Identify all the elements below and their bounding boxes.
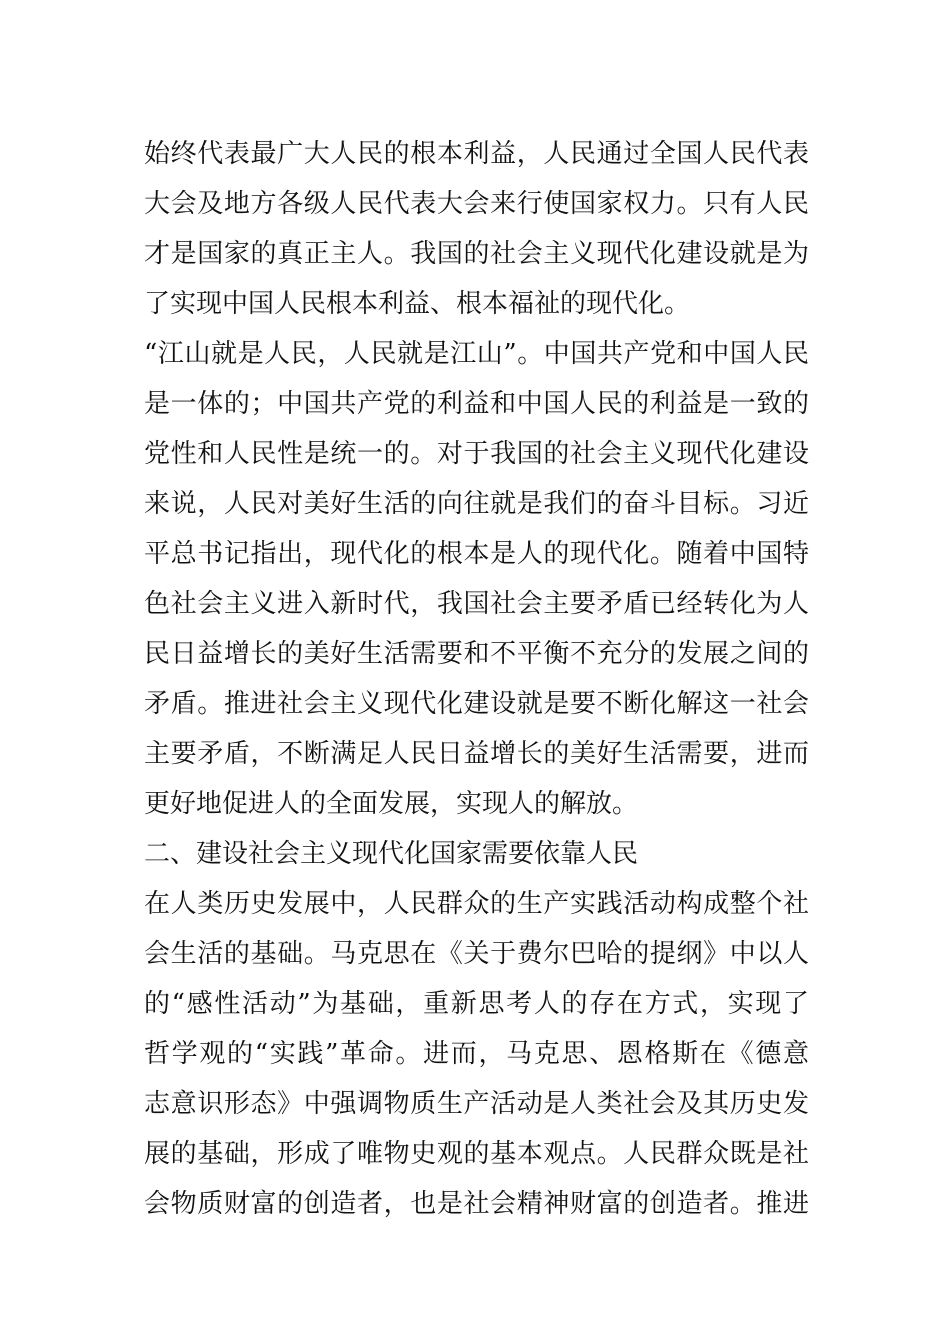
text-line-19: 哲学观的“实践”革命。进而，马克思、恩格斯在《德意 bbox=[144, 1039, 809, 1069]
text-line-6: 是一体的；中国共产党的利益和中国人民的利益是一致的 bbox=[144, 389, 809, 419]
text-line-2: 大会及地方各级人民代表大会来行使国家权力。只有人民 bbox=[144, 189, 809, 219]
text-line-5: “江山就是人民，人民就是江山”。中国共产党和中国人民 bbox=[144, 339, 809, 369]
text-line-9: 平总书记指出，现代化的根本是人的现代化。随着中国特 bbox=[144, 539, 809, 569]
text-line-20: 志意识形态》中强调物质生产活动是人类社会及其历史发 bbox=[144, 1089, 809, 1119]
section-heading: 二、建设社会主义现代化国家需要依靠人民 bbox=[144, 839, 639, 869]
text-line-21: 展的基础，形成了唯物史观的基本观点。人民群众既是社 bbox=[144, 1139, 809, 1169]
text-line-11: 民日益增长的美好生活需要和不平衡不充分的发展之间的 bbox=[144, 639, 809, 669]
text-line-16: 在人类历史发展中，人民群众的生产实践活动构成整个社 bbox=[144, 889, 809, 919]
text-line-12: 矛盾。推进社会主义现代化建设就是要不断化解这一社会 bbox=[144, 689, 809, 719]
text-line-10: 色社会主义进入新时代，我国社会主要矛盾已经转化为人 bbox=[144, 589, 809, 619]
text-line-1: 始终代表最广大人民的根本利益，人民通过全国人民代表 bbox=[144, 139, 809, 169]
text-line-3: 才是国家的真正主人。我国的社会主义现代化建设就是为 bbox=[144, 239, 809, 269]
document-body bbox=[144, 129, 809, 1229]
text-line-4: 了实现中国人民根本利益、根本福祉的现代化。 bbox=[144, 289, 691, 319]
text-line-18: 的“感性活动”为基础，重新思考人的存在方式，实现了 bbox=[144, 989, 809, 1019]
text-line-13: 主要矛盾，不断满足人民日益增长的美好生活需要，进而 bbox=[144, 739, 809, 769]
text-line-14: 更好地促进人的全面发展，实现人的解放。 bbox=[144, 789, 639, 819]
text-line-8: 来说，人民对美好生活的向往就是我们的奋斗目标。习近 bbox=[144, 489, 809, 519]
text-line-22: 会物质财富的创造者，也是社会精神财富的创造者。推进 bbox=[144, 1189, 809, 1219]
text-line-17: 会生活的基础。马克思在《关于费尔巴哈的提纲》中以人 bbox=[144, 939, 809, 969]
text-line-7: 党性和人民性是统一的。对于我国的社会主义现代化建设 bbox=[144, 439, 809, 469]
